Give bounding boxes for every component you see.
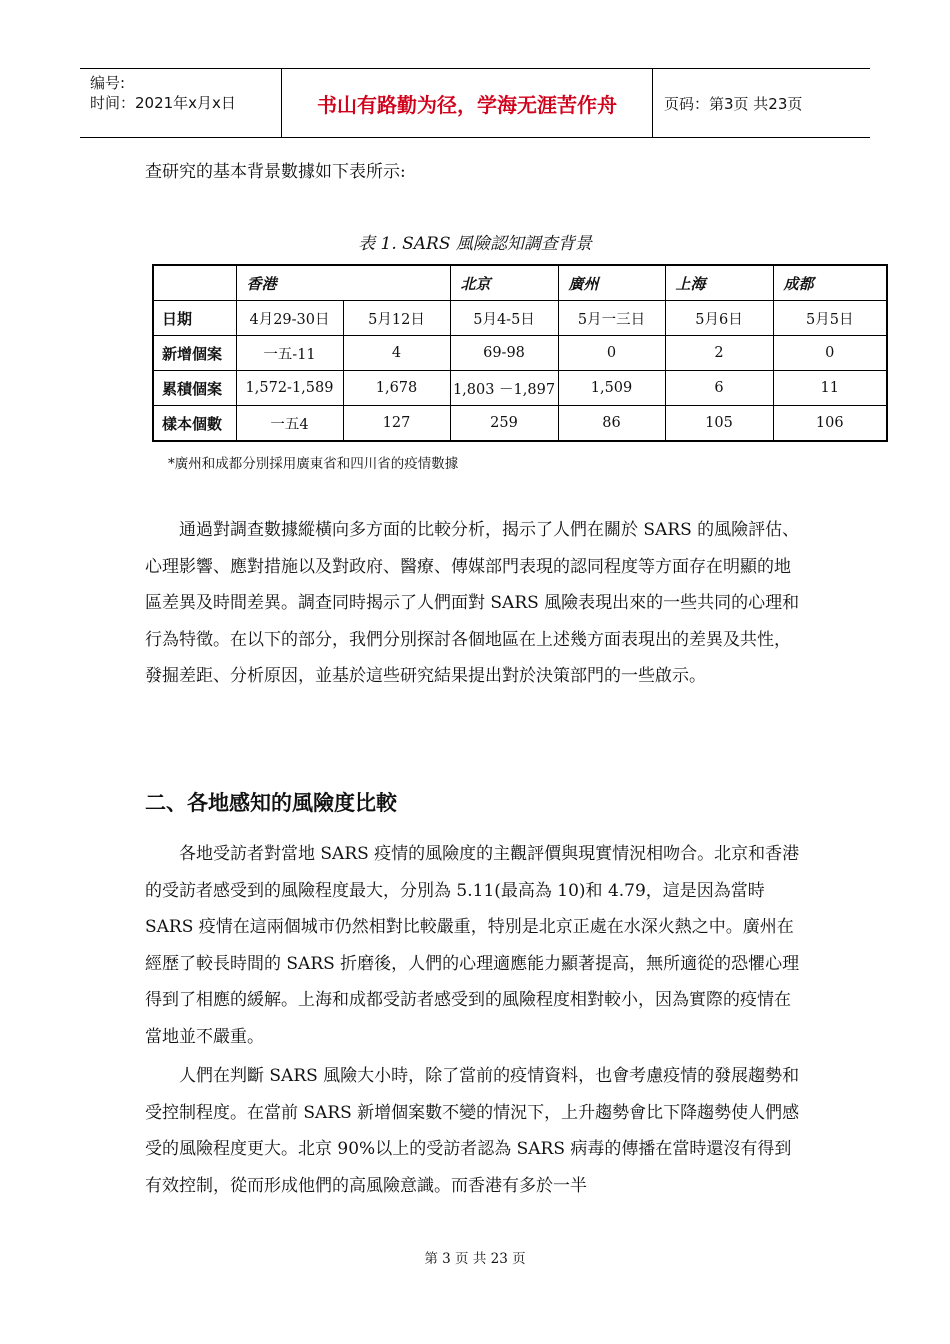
table-cell: 1,803 －1,897 xyxy=(450,371,558,406)
table-cell: 5月4-5日 xyxy=(450,301,558,336)
table-cell: 5月6日 xyxy=(665,301,773,336)
header-cell-chengdu: 成都 xyxy=(773,265,887,301)
table-cell: 1,509 xyxy=(558,371,665,406)
table-cell: 6 xyxy=(665,371,773,406)
table-cell: 11 xyxy=(773,371,887,406)
table-cell: 5月12日 xyxy=(343,301,450,336)
table-cell: 一五4 xyxy=(236,406,343,442)
table-cell: 69-98 xyxy=(450,336,558,371)
table-header-row xyxy=(153,265,887,301)
header-page-info: 页码：第3页 共23页 xyxy=(664,94,803,113)
background-table xyxy=(152,264,888,442)
header-meta xyxy=(80,69,280,137)
table-footnote: *廣州和成都分別採用廣東省和四川省的疫情數據 xyxy=(168,456,459,472)
paragraph-analysis-intro: 通過對調查數據縱橫向多方面的比較分析，揭示了人們在關於 SARS 的風險評估、心理影響、應對措施以及對政府、醫療、傳媒部門表現的認同程度等方面存在明顯的地區差異及時間差異。調查同時揭示了人們面對 SARS 風險表現出來的一些共同的心理和行為特徵。在以下的部分，我們分別探討各個地區在上述幾方面表現出的差異及共性，發掘差距、分析原因，並基於這些研究結果提出對於決策部門的一些啟示。 xyxy=(145,520,800,686)
number-label: 编号: xyxy=(90,74,126,92)
table-cell: 105 xyxy=(665,406,773,442)
row-label: 新增個案 xyxy=(153,336,236,371)
header-cell-beijing: 北京 xyxy=(450,265,558,301)
table-cell: 259 xyxy=(450,406,558,442)
header-cell-shanghai: 上海 xyxy=(665,265,773,301)
table-cell: 1,572-1,589 xyxy=(236,371,343,406)
header-motto: 书山有路勤为径，学海无涯苦作舟 xyxy=(281,69,653,137)
page-footer: 第 3 页 共 23 页 xyxy=(424,1251,526,1267)
paragraph-risk-trend: 人們在判斷 SARS 風險大小時，除了當前的疫情資料，也會考慮疫情的發展趨勢和受控制程度。在當前 SARS 新增個案數不變的情況下，上升趨勢會比下降趨勢使人們感受的風險程度更大。北京 90%以上的受訪者認為 SARS 病毒的傳播在當時還沒有得到有效控制，從而形成他們的高風險意識。而香港有多於一半 xyxy=(145,1066,800,1196)
table-cell: 0 xyxy=(773,336,887,371)
table-cell: 5月一三日 xyxy=(558,301,665,336)
table-cell: 5月5日 xyxy=(773,301,887,336)
paragraph-risk-comparison: 各地受訪者對當地 SARS 疫情的風險度的主觀評價與現實情況相吻合。北京和香港的受訪者感受到的風險程度最大，分別為 5.11(最高為 10)和 4.79，這是因為當時 SARS 疫情在這兩個城市仍然相對比較嚴重，特別是北京正處在水深火熱之中。廣州在經歷了較長時間的 SARS 折磨後，人們的心理適應能力顯著提高，無所適從的恐懼心理得到了相應的緩解。上海和成都受訪者感受到的風險程度相對較小，因為實際的疫情在當地並不嚴重。 xyxy=(145,844,800,1047)
table-row-date xyxy=(153,301,887,336)
intro-line: 查研究的基本背景數據如下表所示: xyxy=(145,162,406,182)
header-cell-hongkong: 香港 xyxy=(236,265,450,301)
header-cell-blank xyxy=(153,265,236,301)
row-label: 累積個案 xyxy=(153,371,236,406)
table-cell: 86 xyxy=(558,406,665,442)
header-cell-guangzhou: 廣州 xyxy=(558,265,665,301)
page-header xyxy=(80,68,870,138)
table-cell: 一五-11 xyxy=(236,336,343,371)
table-cell: 4 xyxy=(343,336,450,371)
table-row-sample-size xyxy=(153,406,887,442)
table-cell: 1,678 xyxy=(343,371,450,406)
table-cell: 4月29-30日 xyxy=(236,301,343,336)
table-cell: 106 xyxy=(773,406,887,442)
table-row-cumulative-cases xyxy=(153,371,887,406)
row-label: 樣本個數 xyxy=(153,406,236,442)
table-cell: 2 xyxy=(665,336,773,371)
table-caption: 表 1. SARS 風險認知調查背景 xyxy=(358,234,592,254)
table-row-new-cases xyxy=(153,336,887,371)
table-cell: 127 xyxy=(343,406,450,442)
row-label: 日期 xyxy=(153,301,236,336)
table-cell: 0 xyxy=(558,336,665,371)
time-label: 时间：2021年x月x日 xyxy=(90,94,236,112)
section-heading: 二、各地感知的風險度比較 xyxy=(145,791,397,815)
